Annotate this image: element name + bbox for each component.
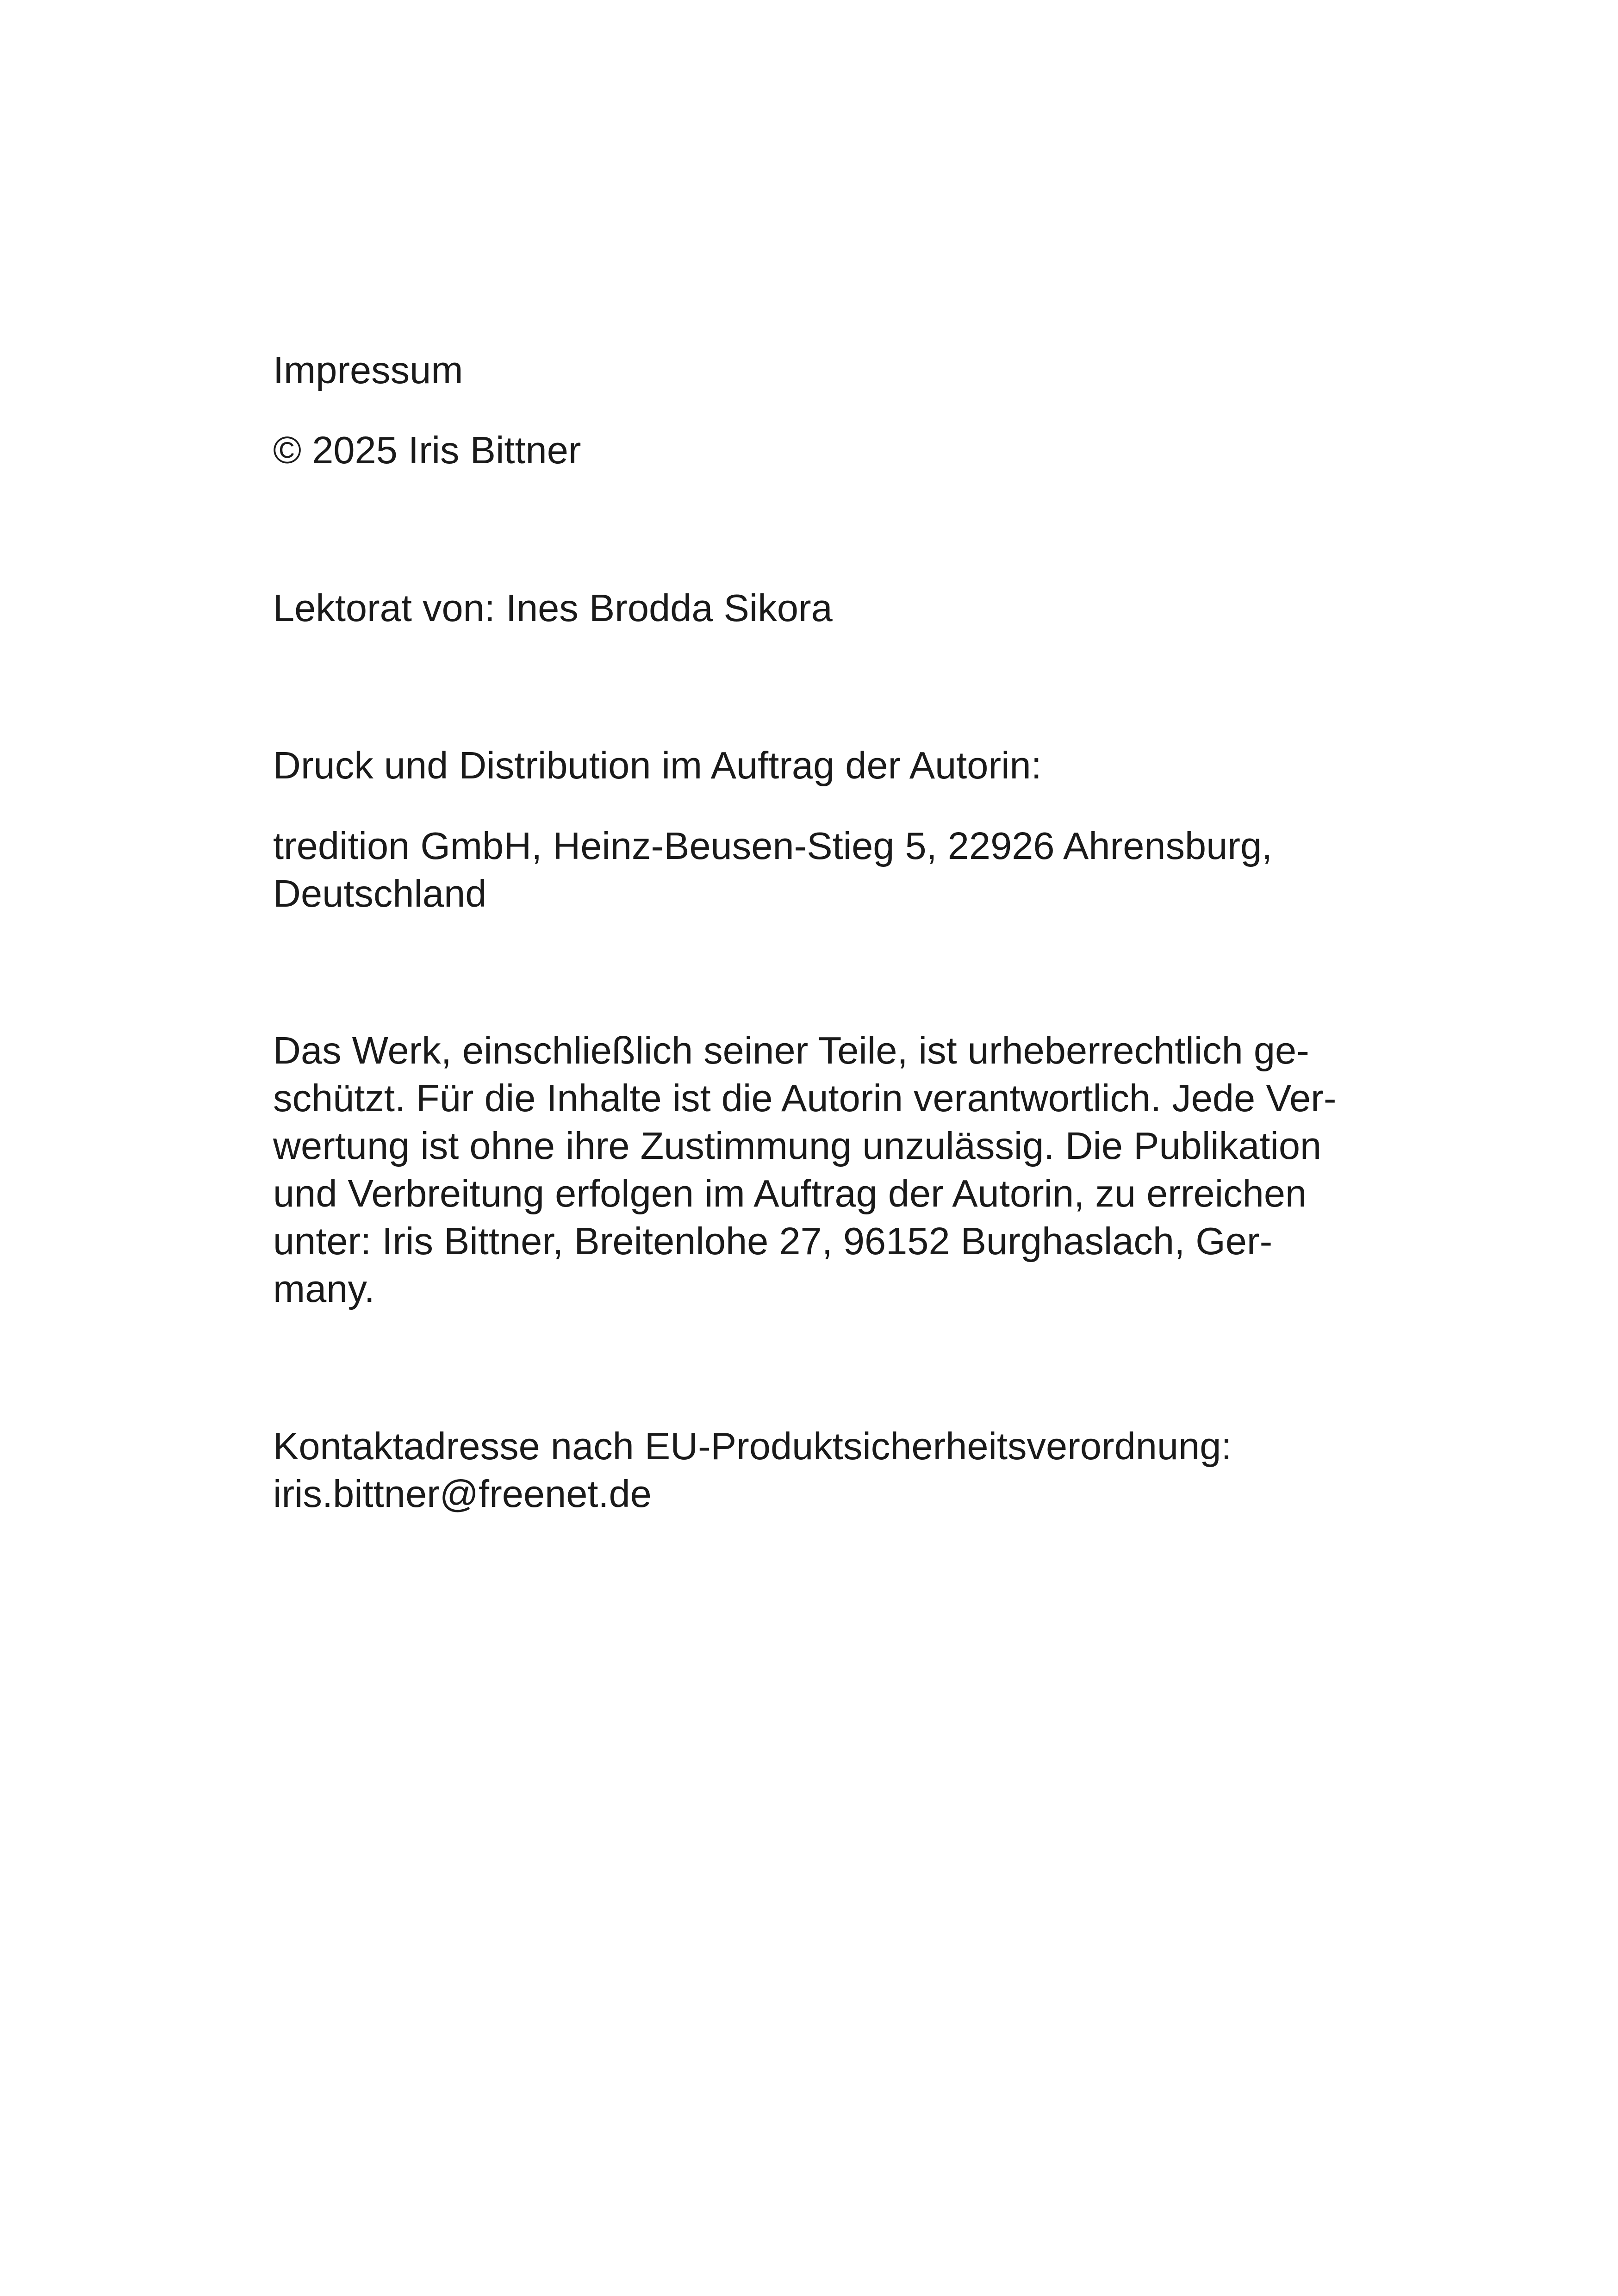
copyright-text: © 2025 Iris Bittner — [273, 429, 581, 472]
editing-credit — [273, 584, 833, 632]
contact-label: Kontaktadresse nach EU-Produktsicherheitsverordnung: — [273, 1425, 1232, 1468]
publisher-address — [273, 822, 1272, 917]
rights-notice-line: many. — [273, 1267, 375, 1310]
printing-label-text: Druck und Distribution im Auftrag der Autorin: — [273, 744, 1042, 787]
rights-notice — [273, 1027, 1336, 1313]
contact-section — [273, 1422, 1232, 1518]
rights-notice-line: wertung ist ohne ihre Zustimmung unzulässig. Die Publikation — [273, 1124, 1322, 1167]
rights-notice-line: Das Werk, einschließlich seiner Teile, ist urheberrechtlich ge- — [273, 1029, 1309, 1072]
rights-notice-line: unter: Iris Bittner, Breitenlohe 27, 96152 Burghaslach, Ger- — [273, 1220, 1273, 1263]
contact-email: iris.bittner@freenet.de — [273, 1472, 652, 1515]
imprint-title-text: Impressum — [273, 348, 463, 392]
publisher-address-line: tredition GmbH, Heinz-Beusen-Stieg 5, 22926 Ahrensburg, — [273, 824, 1273, 867]
rights-notice-line: schützt. Für die Inhalte ist die Autorin verantwortlich. Jede Ver- — [273, 1076, 1337, 1120]
rights-notice-line: und Verbreitung erfolgen im Auftrag der Autorin, zu erreichen — [273, 1172, 1307, 1215]
publisher-address-line: Deutschland — [273, 872, 487, 915]
printing-label — [273, 741, 1042, 789]
editing-credit-text: Lektorat von: Ines Brodda Sikora — [273, 586, 833, 629]
copyright-notice — [273, 426, 581, 474]
imprint-title — [273, 346, 463, 394]
